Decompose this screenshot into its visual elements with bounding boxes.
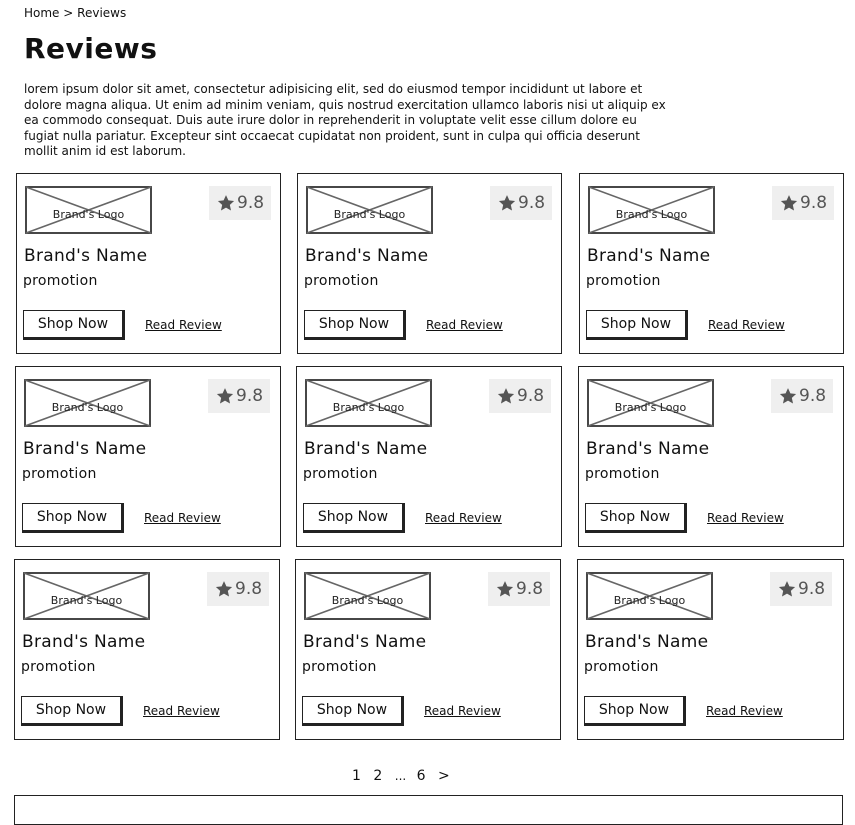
- brand-logo-placeholder: [23, 572, 150, 620]
- brand-logo-label: Brand's Logo: [613, 594, 686, 607]
- review-card: [14, 559, 280, 740]
- promotion-text: promotion: [584, 659, 659, 675]
- review-card: [295, 559, 561, 740]
- rating-value: 9.8: [800, 193, 828, 213]
- read-review-link[interactable]: Read Review: [143, 704, 220, 718]
- brand-logo-label: Brand's Logo: [50, 594, 123, 607]
- page-2-link[interactable]: 2: [373, 768, 383, 784]
- brand-logo-label: Brand's Logo: [331, 594, 404, 607]
- brand-name: Brand's Name: [304, 439, 428, 459]
- rating-badge: [771, 379, 833, 413]
- shop-now-button[interactable]: Shop Now: [584, 696, 686, 726]
- review-card: [577, 559, 844, 740]
- star-icon: [217, 194, 235, 212]
- intro-paragraph: lorem ipsum dolor sit amet, consectetur adipisicing elit, sed do eiusmod tempor incididunt ut labore et dolore magna aliqua. Ut enim ad minim veniam, quis nostrud exercitation ullamco laboris nisi ut aliquip ex ea commodo consequat. Duis aute irure dolor in reprehenderit in voluptate velit esse cillum dolore eu fugiat nulla pariatur. Excepteur sint occaecat cupidatat non proident, sunt in culpa qui officia deserunt mollit anim id est laborum.: [24, 82, 666, 158]
- star-icon: [498, 194, 516, 212]
- brand-logo-placeholder: [306, 186, 433, 234]
- brand-name: Brand's Name: [587, 246, 711, 266]
- brand-logo-placeholder: [587, 379, 714, 427]
- page-last-link[interactable]: 6: [416, 768, 426, 784]
- review-card: [296, 366, 562, 547]
- rating-badge: [772, 186, 834, 220]
- brand-logo-placeholder: [25, 186, 152, 234]
- rating-badge: [208, 379, 270, 413]
- star-icon: [497, 387, 515, 405]
- rating-value: 9.8: [799, 386, 827, 406]
- pagination: [352, 768, 458, 784]
- read-review-link[interactable]: Read Review: [707, 511, 784, 525]
- promotion-text: promotion: [302, 659, 377, 675]
- breadcrumb-separator: >: [63, 6, 74, 20]
- read-review-link[interactable]: Read Review: [144, 511, 221, 525]
- breadcrumb-home-link[interactable]: Home: [24, 6, 60, 20]
- breadcrumb-current: Reviews: [77, 6, 127, 20]
- brand-name: Brand's Name: [22, 632, 146, 652]
- page-title: Reviews: [24, 32, 158, 65]
- brand-name: Brand's Name: [24, 246, 148, 266]
- rating-badge: [488, 572, 550, 606]
- review-card: [16, 173, 281, 354]
- brand-name: Brand's Name: [585, 632, 709, 652]
- rating-badge: [209, 186, 271, 220]
- brand-logo-label: Brand's Logo: [51, 401, 124, 414]
- read-review-link[interactable]: Read Review: [708, 318, 785, 332]
- review-card: [579, 173, 844, 354]
- brand-logo-placeholder: [586, 572, 713, 620]
- star-icon: [496, 580, 514, 598]
- read-review-link[interactable]: Read Review: [145, 318, 222, 332]
- pagination-ellipsis: ...: [394, 769, 407, 783]
- shop-now-button[interactable]: Shop Now: [303, 503, 405, 533]
- read-review-link[interactable]: Read Review: [425, 511, 502, 525]
- brand-logo-label: Brand's Logo: [52, 208, 125, 221]
- rating-value: 9.8: [518, 193, 546, 213]
- read-review-link[interactable]: Read Review: [426, 318, 503, 332]
- next-page-button[interactable]: >: [438, 768, 450, 784]
- read-review-link[interactable]: Read Review: [706, 704, 783, 718]
- star-icon: [216, 387, 234, 405]
- brand-logo-placeholder: [305, 379, 432, 427]
- brand-logo-label: Brand's Logo: [332, 401, 405, 414]
- brand-logo-label: Brand's Logo: [615, 208, 688, 221]
- star-icon: [779, 387, 797, 405]
- shop-now-button[interactable]: Shop Now: [23, 310, 125, 340]
- shop-now-button[interactable]: Shop Now: [302, 696, 404, 726]
- rating-value: 9.8: [235, 579, 263, 599]
- promotion-text: promotion: [304, 273, 379, 289]
- promotion-text: promotion: [21, 659, 96, 675]
- page-1-link[interactable]: 1: [352, 768, 361, 784]
- promotion-text: promotion: [586, 273, 661, 289]
- review-card: [15, 366, 281, 547]
- review-card: [578, 366, 844, 547]
- rating-badge: [490, 186, 552, 220]
- brand-name: Brand's Name: [23, 439, 147, 459]
- rating-badge: [770, 572, 832, 606]
- shop-now-button[interactable]: Shop Now: [586, 310, 688, 340]
- rating-value: 9.8: [236, 386, 264, 406]
- footer-frame: [14, 795, 843, 825]
- star-icon: [778, 580, 796, 598]
- rating-value: 9.8: [237, 193, 265, 213]
- review-card: [297, 173, 562, 354]
- brand-logo-label: Brand's Logo: [333, 208, 406, 221]
- brand-logo-placeholder: [304, 572, 431, 620]
- rating-value: 9.8: [517, 386, 545, 406]
- rating-value: 9.8: [516, 579, 544, 599]
- star-icon: [215, 580, 233, 598]
- promotion-text: promotion: [585, 466, 660, 482]
- rating-value: 9.8: [798, 579, 826, 599]
- rating-badge: [207, 572, 269, 606]
- brand-logo-placeholder: [24, 379, 151, 427]
- brand-name: Brand's Name: [586, 439, 710, 459]
- shop-now-button[interactable]: Shop Now: [585, 503, 687, 533]
- breadcrumb: [24, 6, 126, 20]
- promotion-text: promotion: [22, 466, 97, 482]
- shop-now-button[interactable]: Shop Now: [21, 696, 123, 726]
- rating-badge: [489, 379, 551, 413]
- shop-now-button[interactable]: Shop Now: [22, 503, 124, 533]
- brand-logo-label: Brand's Logo: [614, 401, 687, 414]
- promotion-text: promotion: [303, 466, 378, 482]
- promotion-text: promotion: [23, 273, 98, 289]
- star-icon: [780, 194, 798, 212]
- read-review-link[interactable]: Read Review: [424, 704, 501, 718]
- brand-name: Brand's Name: [303, 632, 427, 652]
- brand-name: Brand's Name: [305, 246, 429, 266]
- brand-logo-placeholder: [588, 186, 715, 234]
- shop-now-button[interactable]: Shop Now: [304, 310, 406, 340]
